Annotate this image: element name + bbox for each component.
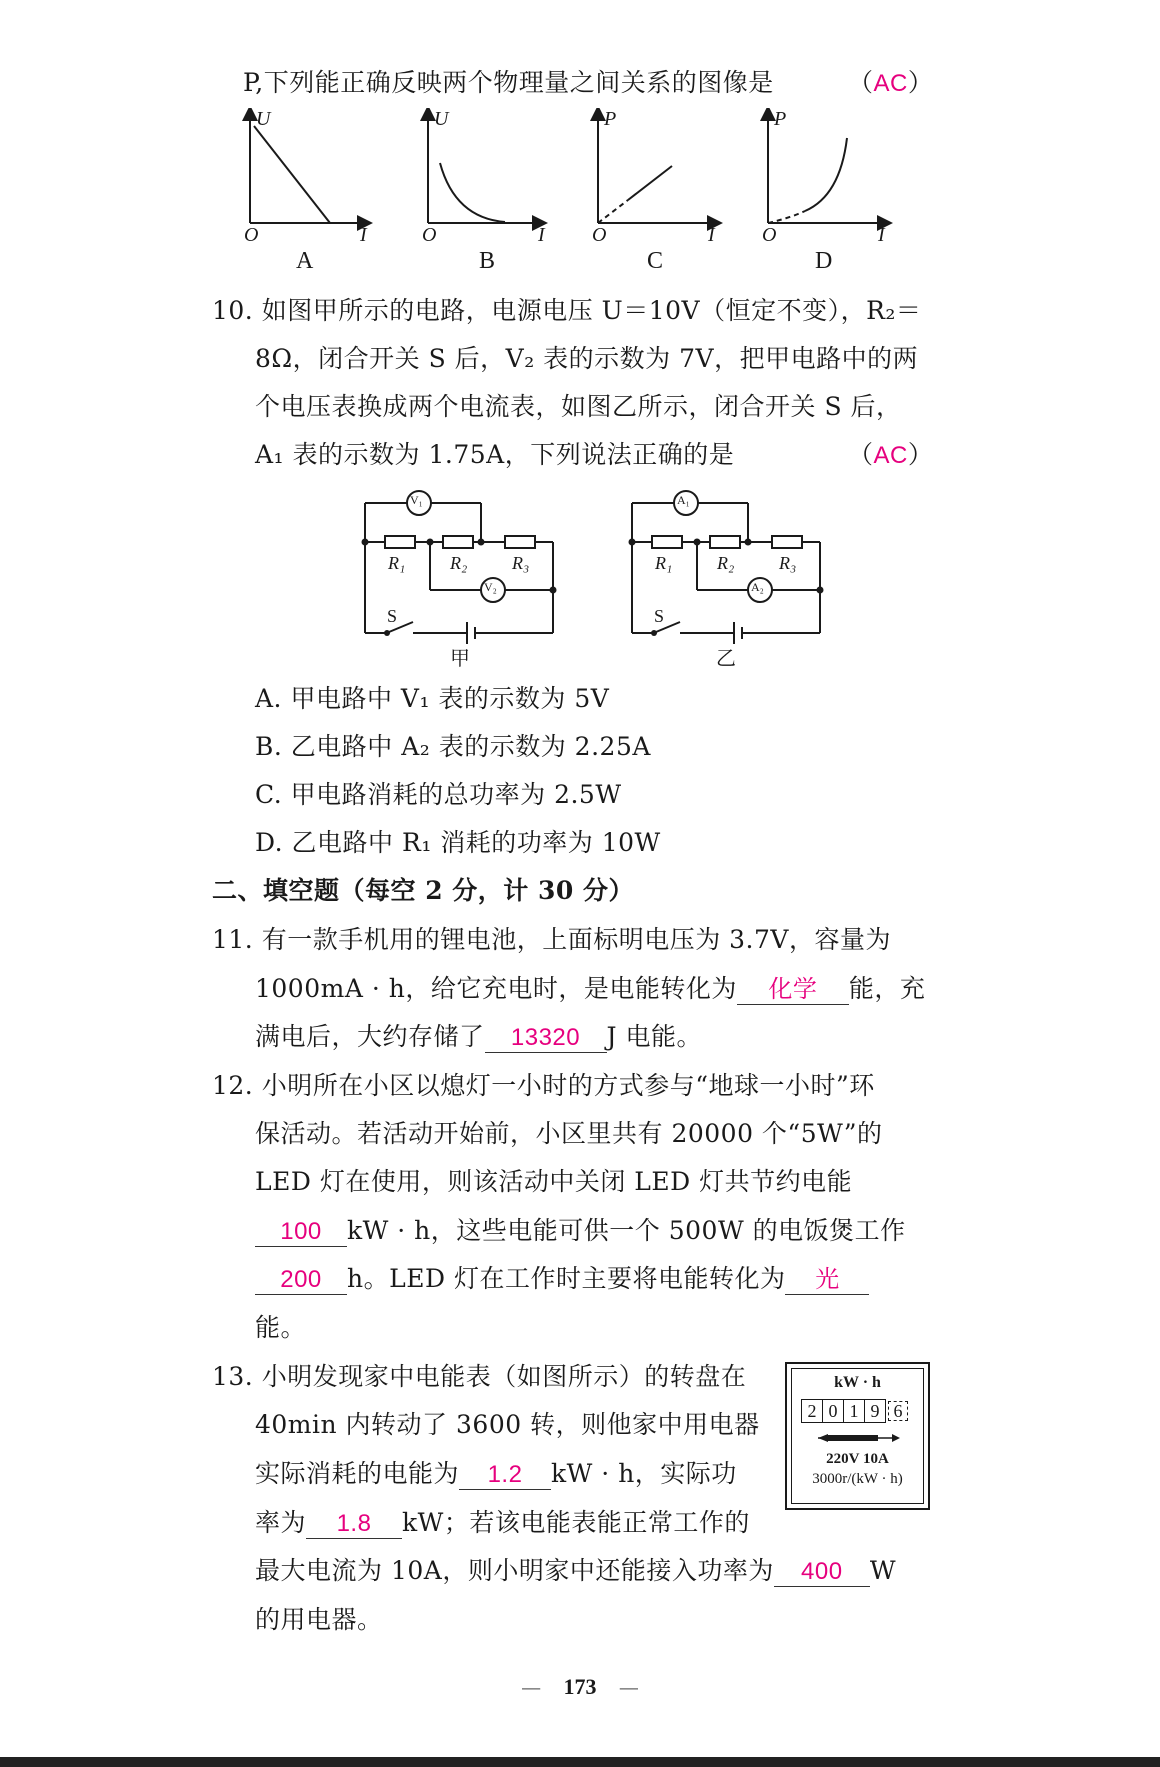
- page-footer: [0, 1674, 1160, 1700]
- q13-answer-3: 400: [801, 1558, 843, 1585]
- meter-digit: 9: [865, 1399, 886, 1423]
- graph-c-line: [628, 166, 672, 200]
- q12-line-4: 100 kW · h，这些电能可供一个 500W 的电饭煲工作: [255, 1216, 906, 1247]
- q12-line-6: 能。: [255, 1313, 307, 1342]
- yi-switch-label: S: [654, 606, 665, 626]
- jia-meter-mid-label: V₂: [484, 580, 497, 594]
- q10-option-c: C. 甲电路消耗的总功率为 2.5W: [255, 780, 622, 809]
- q10-line-3: 个电压表换成两个电流表，如图乙所示，闭合开关 S 后，: [255, 392, 902, 421]
- graph-a-x-label: I: [360, 224, 367, 246]
- meter-dial-indicator: [814, 1431, 904, 1445]
- graph-b-curve: [440, 163, 505, 222]
- circuit-jia: [355, 488, 570, 668]
- graph-a-label: A: [296, 248, 314, 274]
- graph-d-y-label: P: [774, 108, 787, 130]
- q11-answer-1: 化学: [768, 976, 818, 1003]
- q11-line-1: 11. 有一款手机用的锂电池，上面标明电压为 3.7V，容量为: [212, 925, 891, 954]
- footer-dash-right: —: [618, 1675, 639, 1699]
- q13-answer-1: 1.2: [487, 1461, 523, 1488]
- q12-line-1: 12. 小明所在小区以熄灯一小时的方式参与“地球一小时”环: [212, 1071, 875, 1100]
- graph-d-x-label: I: [878, 224, 885, 246]
- yi-r2-label: R₂: [717, 553, 735, 573]
- q11-line-2: 1000mA · h，给它充电时，是电能转化为 化学 能，充: [255, 974, 926, 1003]
- q13-line-6: 的用电器。: [255, 1605, 383, 1634]
- graph-b-origin: O: [422, 224, 437, 246]
- meter-rating: 220V 10A: [826, 1451, 889, 1467]
- meter-digit-decimal: 6: [888, 1401, 908, 1421]
- q10-option-b: B. 乙电路中 A₂ 表的示数为 2.25A: [255, 732, 651, 761]
- circuit-yi: [622, 488, 837, 668]
- q10-answer: AC: [873, 442, 908, 469]
- yi-r1-label: R₁: [655, 553, 673, 573]
- yi-caption: 乙: [716, 646, 736, 670]
- graph-a-origin: O: [244, 224, 259, 246]
- q9-stem: P,下列能正确反映两个物理量之间关系的图像是: [243, 68, 774, 97]
- jia-r3-label: R₃: [512, 553, 530, 573]
- yi-r3-label: R₃: [779, 553, 797, 573]
- q10-option-a: A. 甲电路中 V₁ 表的示数为 5V: [255, 684, 610, 713]
- graph-d-label: D: [815, 248, 833, 274]
- graph-a-y-label: U: [256, 108, 271, 130]
- electric-meter: [785, 1362, 930, 1510]
- meter-unit: kW · h: [834, 1374, 881, 1391]
- q12-line-3: LED 灯在使用，则该活动中关闭 LED 灯共节约电能: [255, 1167, 853, 1196]
- yi-meter-mid-label: A₂: [751, 580, 764, 594]
- jia-caption: 甲: [450, 646, 470, 670]
- graph-b-y-label: U: [434, 108, 449, 130]
- graph-d-curve: [805, 138, 847, 211]
- q10-line-4: A₁ 表的示数为 1.75A，下列说法正确的是: [255, 440, 735, 469]
- q9-answer: AC: [873, 70, 908, 97]
- meter-digit: 0: [823, 1399, 844, 1423]
- q12-answer-2: 200: [280, 1266, 322, 1293]
- jia-switch-label: S: [387, 606, 398, 626]
- q12-line-5: 200 h。LED 灯在工作时主要将电能转化为 光: [255, 1264, 869, 1295]
- q13-line-4: 率为 1.8 kW；若该电能表能正常工作的: [255, 1508, 750, 1537]
- page-number: 173: [563, 1674, 597, 1699]
- meter-digit: 2: [801, 1399, 823, 1423]
- footer-dash-left: —: [521, 1675, 542, 1699]
- section-2-title: 二、填空题（每空 2 分，计 30 分）: [212, 876, 635, 905]
- graph-b-label: B: [479, 248, 496, 274]
- graph-c-label: C: [647, 248, 664, 274]
- yi-meter-top-label: A₁: [677, 493, 690, 507]
- graph-c-y-label: P: [604, 108, 617, 130]
- q10-answer-parens: （AC）: [848, 441, 934, 469]
- meter-digits: [801, 1399, 910, 1423]
- q10-option-d: D. 乙电路中 R₁ 消耗的功率为 10W: [255, 828, 661, 857]
- meter-digit: 1: [844, 1399, 865, 1423]
- q9-graphs: [230, 108, 910, 278]
- graph-a-line: [254, 126, 330, 223]
- q12-line-2: 保活动。若活动开始前，小区里共有 20000 个“5W”的: [255, 1119, 883, 1148]
- q11-line-3: 满电后，大约存储了 13320 J 电能。: [255, 1022, 702, 1051]
- graph-d-origin: O: [762, 224, 777, 246]
- q9-answer-parens: （AC）: [848, 69, 934, 97]
- q13-line-5: 最大电流为 10A，则小明家中还能接入功率为 400 W: [255, 1556, 897, 1585]
- q11-answer-2: 13320: [510, 1024, 581, 1051]
- jia-meter-top-label: V₁: [410, 493, 423, 507]
- q13-line-3: 实际消耗的电能为 1.2 kW · h，实际功: [255, 1459, 737, 1488]
- meter-constant: 3000r/(kW · h): [812, 1471, 903, 1487]
- q13-line-1: 13. 小明发现家中电能表（如图所示）的转盘在: [212, 1362, 747, 1391]
- graph-b-x-label: I: [538, 224, 545, 246]
- jia-r2-label: R₂: [450, 553, 468, 573]
- q13-line-2: 40min 内转动了 3600 转，则他家中用电器: [255, 1410, 760, 1439]
- graph-c-origin: O: [592, 224, 607, 246]
- bottom-border-bar: [0, 1757, 1160, 1767]
- q9-stem-line: [243, 68, 774, 98]
- q12-answer-3: 光: [815, 1266, 840, 1293]
- q13-answer-2: 1.8: [336, 1510, 372, 1537]
- jia-r1-label: R₁: [388, 553, 406, 573]
- graph-c-x-label: I: [708, 224, 715, 246]
- q12-answer-1: 100: [280, 1218, 322, 1245]
- q10-line-1: 10. 如图甲所示的电路，电源电压 U＝10V（恒定不变），R₂＝: [212, 296, 922, 325]
- q10-line-2: 8Ω，闭合开关 S 后，V₂ 表的示数为 7V，把甲电路中的两: [255, 344, 919, 373]
